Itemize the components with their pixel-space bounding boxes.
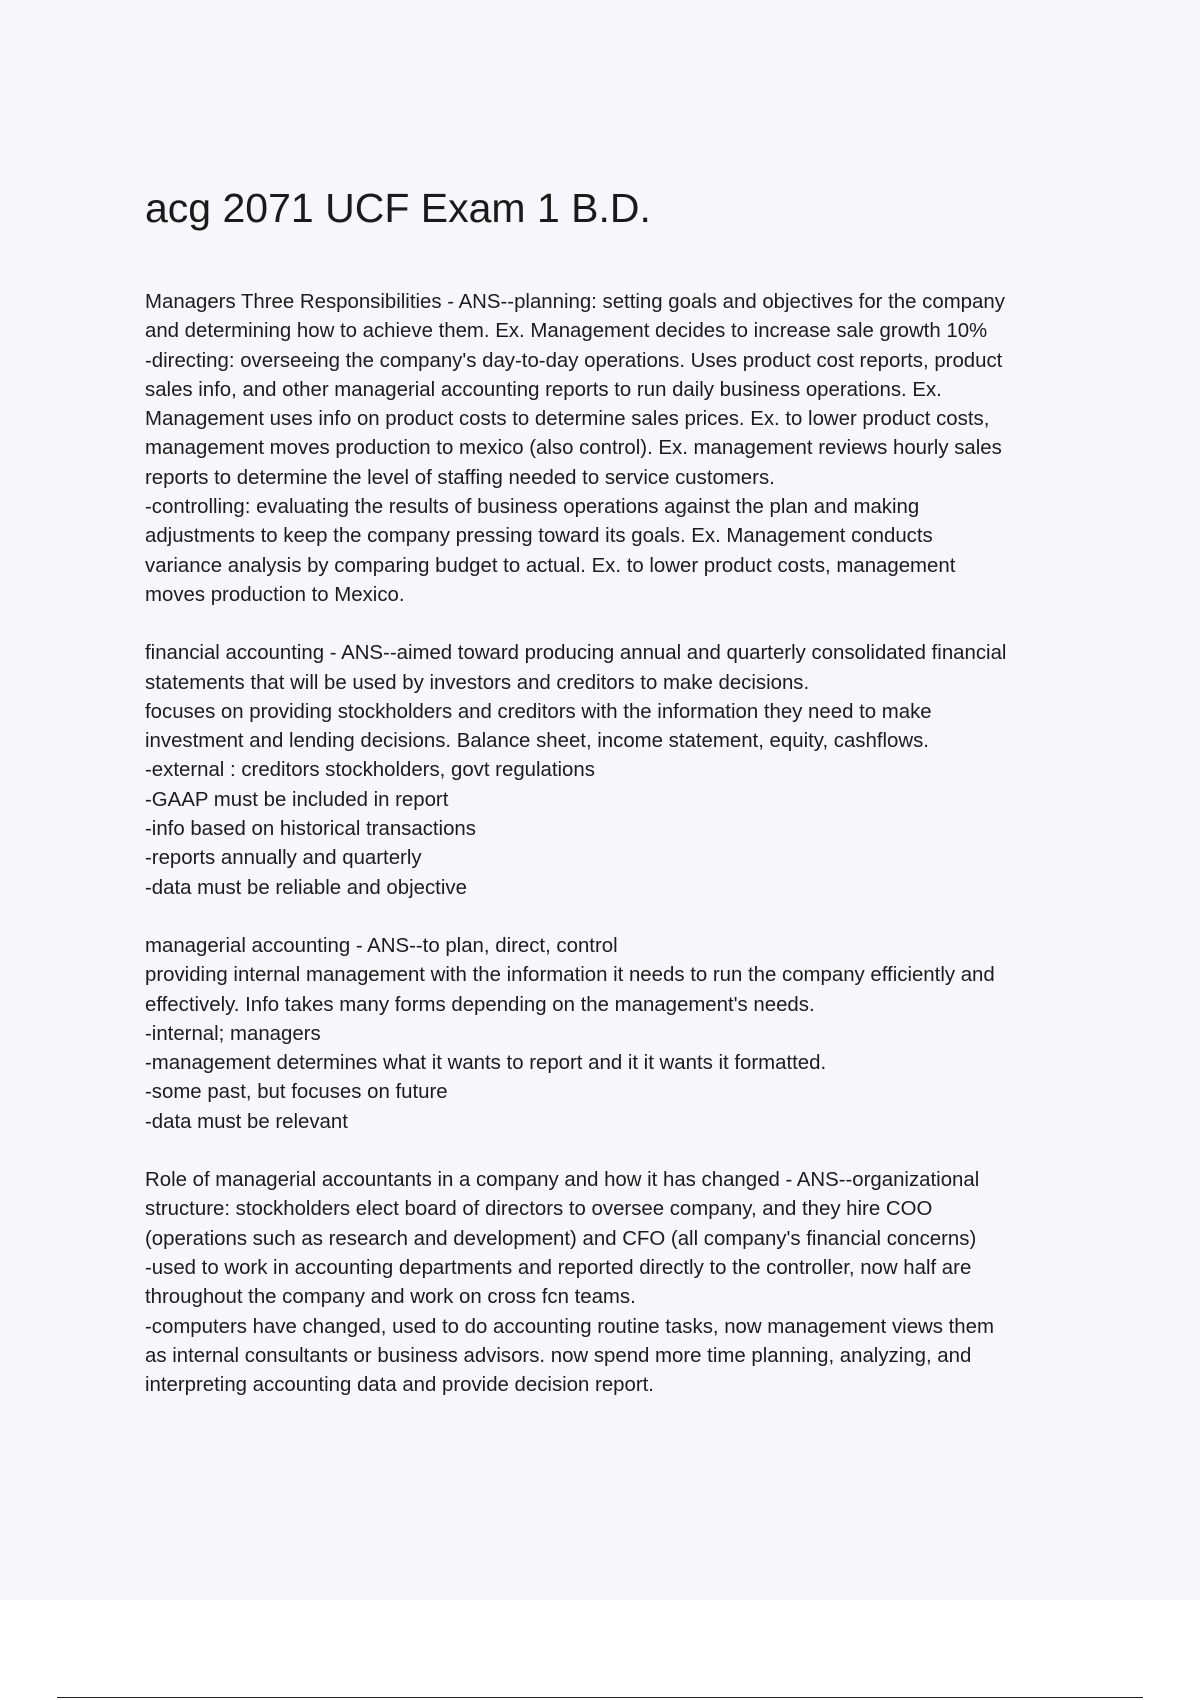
text-line: and determining how to achieve them. Ex. Management decides to increase sale growth 10% bbox=[145, 320, 988, 343]
text-line: interpreting accounting data and provide decision report. bbox=[145, 1374, 654, 1397]
text-line: -some past, but focuses on future bbox=[145, 1081, 448, 1104]
text-line: reports to determine the level of staffing needed to service customers. bbox=[145, 466, 775, 489]
text-line: -GAAP must be included in report bbox=[145, 788, 449, 811]
text-line: -internal; managers bbox=[145, 1022, 321, 1045]
text-line: financial accounting - ANS--aimed toward producing annual and quarterly consolidated financial bbox=[145, 642, 1007, 665]
text-line: -info based on historical transactions bbox=[145, 818, 476, 841]
document-content bbox=[145, 180, 1095, 1429]
text-line: -management determines what it wants to report and it it wants it formatted. bbox=[145, 1052, 827, 1075]
document-title: acg 2071 UCF Exam 1 B.D. bbox=[145, 185, 651, 231]
text-line: -computers have changed, used to do accounting routine tasks, now management views them bbox=[145, 1315, 994, 1338]
text-line: effectively. Info takes many forms depending on the management's needs. bbox=[145, 993, 815, 1016]
text-line: focuses on providing stockholders and creditors with the information they need to make bbox=[145, 700, 932, 723]
text-line: structure: stockholders elect board of directors to oversee company, and they hire COO bbox=[145, 1198, 933, 1221]
text-line: -external : creditors stockholders, govt regulations bbox=[145, 759, 595, 782]
text-line: adjustments to keep the company pressing toward its goals. Ex. Management conducts bbox=[145, 525, 933, 548]
text-line: moves production to Mexico. bbox=[145, 583, 405, 606]
text-line: Managers Three Responsibilities - ANS--planning: setting goals and objectives for the company bbox=[145, 291, 1005, 313]
text-line: providing internal management with the information it needs to run the company efficiently and bbox=[145, 964, 995, 987]
text-line: investment and lending decisions. Balance sheet, income statement, equity, cashflows. bbox=[145, 730, 929, 753]
text-line: -used to work in accounting departments and reported directly to the controller, now half are bbox=[145, 1256, 972, 1279]
text-line: -directing: overseeing the company's day-to-day operations. Uses product cost reports, product bbox=[145, 349, 1003, 372]
footer-divider bbox=[57, 1697, 1143, 1698]
text-line: as internal consultants or business advisors. now spend more time planning, analyzing, and bbox=[145, 1344, 972, 1367]
text-line: -data must be reliable and objective bbox=[145, 876, 467, 899]
text-line: sales info, and other managerial accounting reports to run daily business operations. Ex. bbox=[145, 378, 942, 401]
text-line: Role of managerial accountants in a company and how it has changed - ANS--organizational bbox=[145, 1169, 980, 1192]
text-line: variance analysis by comparing budget to actual. Ex. to lower product costs, management bbox=[145, 554, 956, 577]
text-line: Management uses info on product costs to determine sales prices. Ex. to lower product costs, bbox=[145, 408, 990, 431]
qa-blocks bbox=[145, 288, 1095, 1400]
text-line: managerial accounting - ANS--to plan, direct, control bbox=[145, 934, 618, 957]
qa-block bbox=[145, 639, 1095, 903]
qa-block bbox=[145, 288, 1095, 610]
text-line: management moves production to mexico (also control). Ex. management reviews hourly sales bbox=[145, 437, 1002, 460]
text-line: -controlling: evaluating the results of business operations against the plan and making bbox=[145, 496, 920, 519]
text-line: throughout the company and work on cross fcn teams. bbox=[145, 1286, 636, 1309]
text-line: statements that will be used by investors and creditors to make decisions. bbox=[145, 671, 810, 694]
text-line: -data must be relevant bbox=[145, 1110, 348, 1133]
qa-block bbox=[145, 1166, 1095, 1400]
text-line: -reports annually and quarterly bbox=[145, 847, 422, 870]
text-line: (operations such as research and development) and CFO (all company's financial concerns) bbox=[145, 1227, 977, 1250]
qa-block bbox=[145, 932, 1095, 1137]
